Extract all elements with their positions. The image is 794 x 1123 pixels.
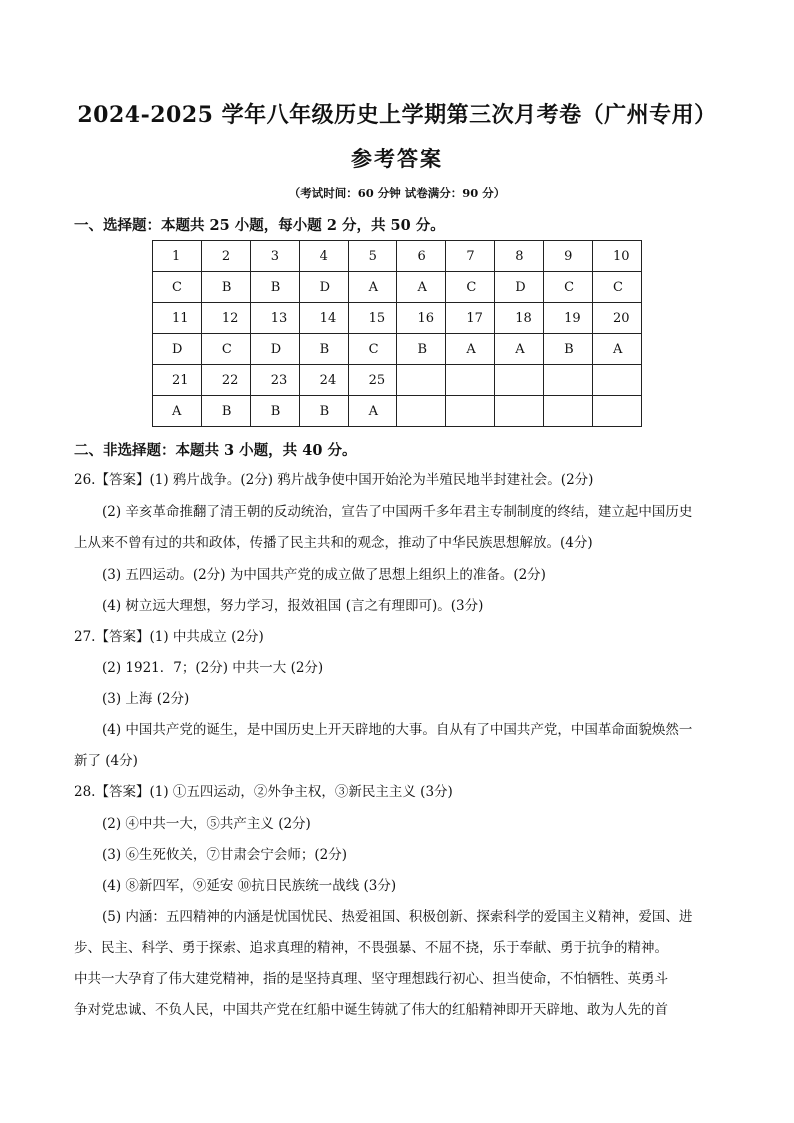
q28-answer-5-cont-3: 争对党忠诚、不负人民，中国共产党在红船中诞生铸就了伟大的红船精神即开天辟地、敢为人先的首: [74, 1002, 668, 1018]
q28-answer-5-cont-2: 中共一大孕育了伟大建党精神，指的是坚持真理、坚守理想践行初心、担当使命，不怕牺牲、英勇斗: [74, 971, 668, 987]
answer-table-cell: B: [250, 272, 299, 303]
q26-answer-3: (3) 五四运动。(2分) 为中国共产党的成立做了思想上组织上的准备。(2分): [102, 567, 546, 583]
q26-answer-2-cont: 上从来不曾有过的共和政体，传播了民主共和的观念，推动了中华民族思想解放。(4分): [74, 535, 593, 551]
answer-table-cell: 17: [446, 303, 495, 334]
page-title: 2024-2025 学年八年级历史上学期第三次月考卷（广州专用）: [77, 102, 717, 128]
answer-table-cell: 13: [250, 303, 299, 334]
q28-answer-4: (4) ⑧新四军，⑨延安 ⑩抗日民族统一战线 (3分): [102, 878, 397, 894]
answer-table-cell: 20: [593, 303, 642, 334]
answer-table-cell: 14: [299, 303, 348, 334]
q27-answer-2: (2) 1921．7；(2分) 中共一大 (2分): [102, 660, 324, 676]
answer-table-cell: 25: [348, 365, 397, 396]
exam-meta: （考试时间：60 分钟 试卷满分：90 分）: [288, 186, 506, 200]
answer-table-cell: 11: [153, 303, 202, 334]
answer-table-cell: [446, 396, 495, 427]
answer-table-cell: 10: [593, 241, 642, 272]
answer-table-cell: A: [153, 396, 202, 427]
answer-table-cell: A: [397, 272, 446, 303]
answer-table-row: [153, 241, 642, 272]
answer-table-cell: A: [348, 396, 397, 427]
answer-table-cell: B: [299, 334, 348, 365]
answer-table-cell: D: [250, 334, 299, 365]
answer-table-cell: C: [348, 334, 397, 365]
page-subtitle: 参考答案: [351, 146, 443, 171]
answer-table-row: [153, 334, 642, 365]
q27-answer-1: 27.【答案】(1) 中共成立 (2分): [74, 629, 264, 645]
answer-table-cell: [593, 365, 642, 396]
answer-table-cell: 4: [299, 241, 348, 272]
answer-table-cell: A: [495, 334, 544, 365]
answer-table-cell: D: [299, 272, 348, 303]
answer-table-cell: [544, 365, 593, 396]
q28-answer-1: 28.【答案】(1) ①五四运动，②外争主权，③新民主主义 (3分): [74, 784, 453, 800]
answer-table-cell: 1: [153, 241, 202, 272]
answer-table-cell: A: [348, 272, 397, 303]
answer-table-cell: 5: [348, 241, 397, 272]
answer-table-cell: 9: [544, 241, 593, 272]
answer-table-cell: 6: [397, 241, 446, 272]
answer-table-cell: C: [446, 272, 495, 303]
answer-table-cell: 15: [348, 303, 397, 334]
q28-answer-3: (3) ⑥生死攸关，⑦甘肃会宁会师；(2分): [102, 847, 348, 863]
answer-table-cell: D: [153, 334, 202, 365]
answer-table-cell: [495, 365, 544, 396]
answer-table-cell: C: [201, 334, 250, 365]
answer-table-cell: 12: [201, 303, 250, 334]
answer-table-cell: C: [153, 272, 202, 303]
answer-table-cell: [593, 396, 642, 427]
q26-answer-2: (2) 辛亥革命推翻了清王朝的反动统治，宣告了中国两千多年君主专制制度的终结，建立起中国历史: [102, 504, 693, 520]
answer-table-cell: 18: [495, 303, 544, 334]
answer-table-cell: A: [446, 334, 495, 365]
q26-answer-1: 26.【答案】(1) 鸦片战争。(2分) 鸦片战争使中国开始沦为半殖民地半封建社会。(2分): [74, 472, 594, 488]
answer-table-cell: A: [593, 334, 642, 365]
answer-table-row: [153, 303, 642, 334]
answer-table-cell: [446, 365, 495, 396]
answer-table-cell: 19: [544, 303, 593, 334]
section-multiple-choice-heading: 一、选择题：本题共 25 小题，每小题 2 分，共 50 分。: [74, 217, 445, 234]
answer-table-row: [153, 272, 642, 303]
answer-table-cell: 3: [250, 241, 299, 272]
answer-table-cell: [495, 396, 544, 427]
answer-table-cell: 23: [250, 365, 299, 396]
q26-answer-4: (4) 树立远大理想，努力学习，报效祖国 (言之有理即可)。(3分): [102, 598, 484, 614]
answer-table-cell: 24: [299, 365, 348, 396]
q27-answer-4-cont: 新了 (4分): [74, 753, 138, 769]
q27-answer-4: (4) 中国共产党的诞生，是中国历史上开天辟地的大事。自从有了中国共产党，中国革命面貌焕然一: [102, 722, 693, 738]
answer-table: [152, 240, 642, 427]
q27-answer-3: (3) 上海 (2分): [102, 691, 190, 707]
answer-table-cell: 7: [446, 241, 495, 272]
section-non-choice-heading: 二、非选择题：本题共 3 小题，共 40 分。: [74, 442, 357, 459]
answer-table-cell: 21: [153, 365, 202, 396]
answer-table-cell: B: [544, 334, 593, 365]
answer-table-cell: [397, 365, 446, 396]
answer-table-cell: 22: [201, 365, 250, 396]
answer-table-cell: B: [201, 272, 250, 303]
answer-table-cell: B: [201, 396, 250, 427]
answer-table-cell: 2: [201, 241, 250, 272]
answer-table-cell: D: [495, 272, 544, 303]
answer-table-cell: [544, 396, 593, 427]
answer-table-cell: [397, 396, 446, 427]
answer-table-cell: B: [299, 396, 348, 427]
q28-answer-5: (5) 内涵：五四精神的内涵是忧国忧民、热爱祖国、积极创新、探索科学的爱国主义精神，爱国、进: [102, 909, 693, 925]
answer-table-row: [153, 396, 642, 427]
q28-answer-2: (2) ④中共一大，⑤共产主义 (2分): [102, 816, 311, 832]
answer-table-cell: 16: [397, 303, 446, 334]
answer-table-cell: C: [593, 272, 642, 303]
answer-table-row: [153, 365, 642, 396]
answer-table-cell: B: [250, 396, 299, 427]
answer-table-cell: C: [544, 272, 593, 303]
answer-table-cell: 8: [495, 241, 544, 272]
q28-answer-5-cont-1: 步、民主、科学、勇于探索、追求真理的精神，不畏强暴、不屈不挠，乐于奉献、勇于抗争的精神。: [74, 940, 668, 956]
answer-table-cell: B: [397, 334, 446, 365]
